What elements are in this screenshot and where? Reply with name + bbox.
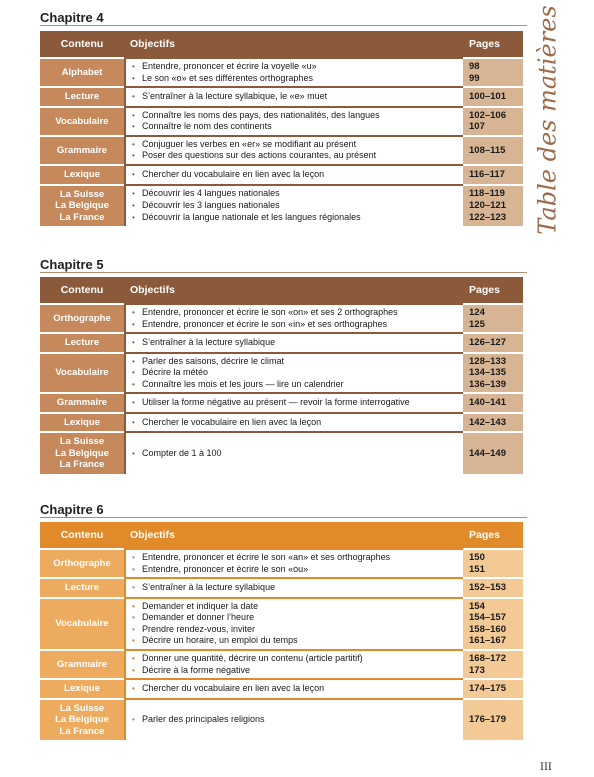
content-label-line: Vocabulaire — [55, 367, 109, 379]
bullet-icon: • — [132, 601, 135, 611]
table-row — [40, 412, 523, 432]
bullet-icon: • — [132, 110, 135, 120]
content-label-line: Vocabulaire — [55, 115, 109, 127]
col-header-pages: Pages — [463, 31, 523, 57]
table-row — [40, 332, 523, 352]
chapter-title: Chapitre 6 — [40, 502, 104, 517]
page-range: 122–123 — [469, 211, 506, 223]
bullet-icon: • — [132, 564, 135, 574]
row-pages — [463, 135, 523, 164]
content-label-line: Grammaire — [56, 144, 108, 156]
row-pages — [463, 548, 523, 577]
objective-item — [132, 448, 457, 460]
objective-item — [132, 319, 457, 331]
objective-item — [132, 714, 457, 726]
bullet-icon: • — [132, 151, 135, 161]
col-header-content: Contenu — [40, 277, 124, 303]
objective-text: Parler des principales religions — [142, 714, 265, 725]
page-range: 151 — [469, 563, 485, 575]
table-header — [40, 277, 523, 303]
page-range: 98 — [469, 61, 480, 72]
objective-item — [132, 139, 457, 151]
row-content-label — [40, 164, 124, 184]
page-range: 174–175 — [469, 683, 506, 695]
chapter-rule — [40, 272, 527, 273]
table-header — [40, 31, 523, 57]
objective-text: Parler des saisons, décrire le climat — [142, 355, 285, 366]
row-objectives — [124, 184, 463, 227]
chapter-table — [40, 522, 523, 740]
row-content-label — [40, 649, 124, 678]
objective-item — [132, 683, 457, 695]
row-objectives — [124, 332, 463, 352]
objective-item — [132, 653, 457, 665]
objective-text: Connaître les noms des pays, des nationalités, des langues — [142, 109, 380, 120]
bullet-icon: • — [132, 122, 135, 132]
objective-item — [132, 397, 457, 409]
objective-text: Chercher le vocabulaire en lien avec la leçon — [142, 416, 322, 427]
objective-text: Entendre, prononcer et écrire le son «on» et ses 2 orthographes — [142, 307, 398, 317]
bullet-icon: • — [132, 665, 135, 675]
objective-text: Conjuguer les verbes en «er» se modifiant au présent — [142, 138, 357, 149]
row-content-label — [40, 548, 124, 577]
table-row — [40, 548, 523, 577]
objective-text: Demander et donner l’heure — [142, 612, 255, 623]
content-label-line: Orthographe — [53, 557, 111, 569]
page-range: 107 — [469, 121, 485, 133]
objective-text: Prendre rendez-vous, inviter — [142, 623, 256, 634]
row-content-label — [40, 431, 124, 474]
objective-item — [132, 665, 457, 677]
bullet-icon: • — [132, 189, 135, 199]
content-label-line: La France — [59, 211, 105, 223]
row-pages — [463, 164, 523, 184]
bullet-icon: • — [132, 398, 135, 408]
objective-text: Utiliser la forme négative au présent — revoir la forme interrogative — [142, 397, 410, 408]
objective-item — [132, 61, 457, 73]
row-pages — [463, 412, 523, 432]
row-objectives — [124, 649, 463, 678]
content-label-line: Lexique — [64, 416, 100, 428]
row-pages — [463, 698, 523, 741]
row-content-label — [40, 412, 124, 432]
objective-item — [132, 169, 457, 181]
page-range: 124 — [469, 307, 485, 318]
bullet-icon: • — [132, 62, 135, 71]
objective-item — [132, 91, 457, 103]
bullet-icon: • — [132, 654, 135, 664]
row-content-label — [40, 392, 124, 412]
objective-text: Découvrir les 4 langues nationales — [142, 188, 280, 199]
page-range: 102–106 — [469, 109, 506, 121]
row-objectives — [124, 431, 463, 474]
table-row — [40, 86, 523, 106]
objective-text: Entendre, prononcer et écrire le son «in» et ses orthographes — [142, 318, 388, 329]
objective-text: Décrire la météo — [142, 367, 209, 378]
objective-text: Demander et indiquer la date — [142, 600, 259, 611]
row-objectives — [124, 577, 463, 597]
table-row — [40, 678, 523, 698]
row-objectives — [124, 548, 463, 577]
row-objectives — [124, 86, 463, 106]
row-content-label — [40, 678, 124, 698]
bullet-icon: • — [132, 92, 135, 102]
row-pages — [463, 577, 523, 597]
col-header-content: Contenu — [40, 31, 124, 57]
page-range: 116–117 — [469, 169, 505, 181]
row-pages — [463, 332, 523, 352]
table-row — [40, 57, 523, 86]
chapter-table — [40, 277, 523, 474]
page-range: 158–160 — [469, 623, 506, 635]
col-header-objectives: Objectifs — [124, 277, 463, 303]
col-header-pages: Pages — [463, 277, 523, 303]
bullet-icon: • — [132, 308, 135, 317]
row-content-label — [40, 577, 124, 597]
row-content-label — [40, 106, 124, 135]
objective-text: Connaître le nom des continents — [142, 121, 272, 132]
bullet-icon: • — [132, 379, 135, 389]
objective-text: Entendre, prononcer et écrire la voyelle «u» — [142, 61, 317, 71]
objective-item — [132, 356, 457, 368]
objective-item — [132, 624, 457, 636]
content-label-line: La France — [59, 459, 105, 471]
bullet-icon: • — [132, 715, 135, 725]
objective-text: Entendre, prononcer et écrire le son «an» et ses orthographes — [142, 552, 391, 562]
row-pages — [463, 597, 523, 649]
row-content-label — [40, 597, 124, 649]
bullet-icon: • — [132, 368, 135, 378]
row-pages — [463, 184, 523, 227]
col-header-content: Contenu — [40, 522, 124, 548]
bullet-icon: • — [132, 636, 135, 646]
bullet-icon: • — [132, 613, 135, 623]
row-pages — [463, 649, 523, 678]
objective-text: S’entraîner à la lecture syllabique — [142, 337, 276, 348]
objective-text: Compter de 1 à 100 — [142, 447, 222, 458]
objective-item — [132, 601, 457, 613]
table-row — [40, 392, 523, 412]
page-range: 154 — [469, 600, 485, 612]
row-content-label — [40, 57, 124, 86]
objective-text: Découvrir la langue nationale et les langues régionales — [142, 211, 361, 222]
table-row — [40, 164, 523, 184]
content-label-line: Orthographe — [53, 312, 111, 324]
page-range: 136–139 — [469, 378, 506, 390]
page-range: 142–143 — [469, 416, 506, 428]
objective-item — [132, 367, 457, 379]
table-row — [40, 577, 523, 597]
row-pages — [463, 392, 523, 412]
content-label-line: Lecture — [64, 582, 100, 594]
side-title — [518, 5, 578, 235]
side-title-text: Table des matières — [534, 5, 563, 235]
row-objectives — [124, 678, 463, 698]
row-pages — [463, 106, 523, 135]
objective-text: Chercher du vocabulaire en lien avec la leçon — [142, 683, 325, 694]
page-range: 154–157 — [469, 612, 506, 624]
objective-item — [132, 337, 457, 349]
row-objectives — [124, 352, 463, 393]
objective-text: Entendre, prononcer et écrire le son «ou» — [142, 563, 309, 574]
chapter-table — [40, 31, 523, 226]
row-objectives — [124, 303, 463, 332]
page-range: 144–149 — [469, 447, 506, 459]
page-range: 118–119 — [469, 188, 505, 200]
row-objectives — [124, 135, 463, 164]
row-content-label — [40, 135, 124, 164]
objective-item — [132, 379, 457, 391]
content-label-line: Alphabet — [61, 66, 103, 78]
col-header-objectives: Objectifs — [124, 522, 463, 548]
objective-item — [132, 552, 457, 564]
bullet-icon: • — [132, 201, 135, 211]
bullet-icon: • — [132, 553, 135, 562]
content-label-line: Lecture — [64, 337, 100, 349]
page-range: 161–167 — [469, 635, 506, 647]
content-label-line: Grammaire — [56, 397, 108, 409]
row-objectives — [124, 392, 463, 412]
page-range: 173 — [469, 664, 485, 676]
content-label-line: Vocabulaire — [55, 618, 109, 630]
objective-text: Décrire un horaire, un emploi du temps — [142, 635, 298, 646]
row-content-label — [40, 303, 124, 332]
table-row — [40, 649, 523, 678]
table-row — [40, 135, 523, 164]
row-pages — [463, 303, 523, 332]
objective-text: Décrire à la forme négative — [142, 664, 251, 675]
bullet-icon: • — [132, 212, 135, 222]
bullet-icon: • — [132, 448, 135, 458]
table-row — [40, 184, 523, 227]
row-content-label — [40, 86, 124, 106]
bullet-icon: • — [132, 319, 135, 329]
table-row — [40, 431, 523, 474]
page-range: 176–179 — [469, 714, 506, 726]
row-content-label — [40, 352, 124, 393]
content-label-line: Lecture — [64, 91, 100, 103]
chapter-rule — [40, 25, 527, 26]
page-range: 125 — [469, 318, 485, 330]
page-range: 168–172 — [469, 653, 506, 665]
chapter-title: Chapitre 5 — [40, 257, 104, 272]
objective-text: S’entraîner à la lecture syllabique — [142, 582, 276, 593]
bullet-icon: • — [132, 417, 135, 427]
objective-item — [132, 307, 457, 319]
objective-item — [132, 150, 457, 162]
row-pages — [463, 431, 523, 474]
table-row — [40, 698, 523, 741]
bullet-icon: • — [132, 356, 135, 366]
content-label-line: La Suisse — [59, 436, 105, 448]
table-row — [40, 352, 523, 393]
page-range: 120–121 — [469, 200, 506, 212]
page-range: 128–133 — [469, 355, 506, 367]
objective-item — [132, 200, 457, 212]
page-range: 99 — [469, 72, 480, 84]
bullet-icon: • — [132, 170, 135, 180]
objective-text: S’entraîner à la lecture syllabique, le «e» muet — [142, 91, 328, 102]
objective-item — [132, 110, 457, 122]
objective-item — [132, 582, 457, 594]
row-pages — [463, 57, 523, 86]
table-row — [40, 303, 523, 332]
content-label-line: Grammaire — [56, 658, 108, 670]
page-range: 134–135 — [469, 367, 506, 379]
bullet-icon: • — [132, 338, 135, 348]
row-pages — [463, 678, 523, 698]
col-header-objectives: Objectifs — [124, 31, 463, 57]
content-label-line: La France — [59, 725, 105, 737]
row-objectives — [124, 57, 463, 86]
row-objectives — [124, 164, 463, 184]
chapter-title: Chapitre 4 — [40, 10, 104, 25]
bullet-icon: • — [132, 684, 135, 694]
objective-text: Donner une quantité, décrire un contenu (article partitif) — [142, 653, 363, 664]
row-objectives — [124, 597, 463, 649]
table-row — [40, 597, 523, 649]
page-range: 140–141 — [469, 397, 506, 409]
table-row — [40, 106, 523, 135]
bullet-icon: • — [132, 624, 135, 634]
content-label-line: La Belgique — [55, 200, 109, 212]
objective-item — [132, 635, 457, 647]
content-label-line: Lexique — [64, 683, 100, 695]
row-objectives — [124, 106, 463, 135]
objective-item — [132, 612, 457, 624]
row-content-label — [40, 698, 124, 741]
objective-text: Le son «o» et ses différentes orthographes — [142, 72, 313, 83]
page-range: 150 — [469, 552, 485, 563]
objective-text: Découvrir les 3 langues nationales — [142, 200, 280, 211]
content-label-line: La Suisse — [59, 188, 105, 200]
content-label-line: La Suisse — [59, 702, 105, 714]
content-label-line: La Belgique — [55, 714, 109, 726]
objective-item — [132, 73, 457, 85]
row-pages — [463, 86, 523, 106]
content-label-line: La Belgique — [55, 447, 109, 459]
page-range: 152–153 — [469, 582, 506, 594]
objective-item — [132, 212, 457, 224]
row-pages — [463, 352, 523, 393]
objective-item — [132, 188, 457, 200]
page-number: III — [540, 762, 552, 773]
page-range: 100–101 — [469, 91, 506, 103]
row-content-label — [40, 184, 124, 227]
objective-item — [132, 564, 457, 576]
objective-text: Chercher du vocabulaire en lien avec la leçon — [142, 169, 325, 180]
content-label-line: Lexique — [64, 169, 100, 181]
col-header-pages: Pages — [463, 522, 523, 548]
row-content-label — [40, 332, 124, 352]
page-range: 126–127 — [469, 337, 506, 349]
bullet-icon: • — [132, 583, 135, 593]
page-range: 108–115 — [469, 144, 506, 156]
objective-text: Poser des questions sur des actions courantes, au présent — [142, 150, 377, 161]
objective-text: Connaître les mois et les jours — lire un calendrier — [142, 378, 344, 389]
table-header — [40, 522, 523, 548]
bullet-icon: • — [132, 139, 135, 149]
row-objectives — [124, 412, 463, 432]
chapter-rule — [40, 517, 527, 518]
objective-item — [132, 121, 457, 133]
bullet-icon: • — [132, 73, 135, 83]
objective-item — [132, 417, 457, 429]
row-objectives — [124, 698, 463, 741]
